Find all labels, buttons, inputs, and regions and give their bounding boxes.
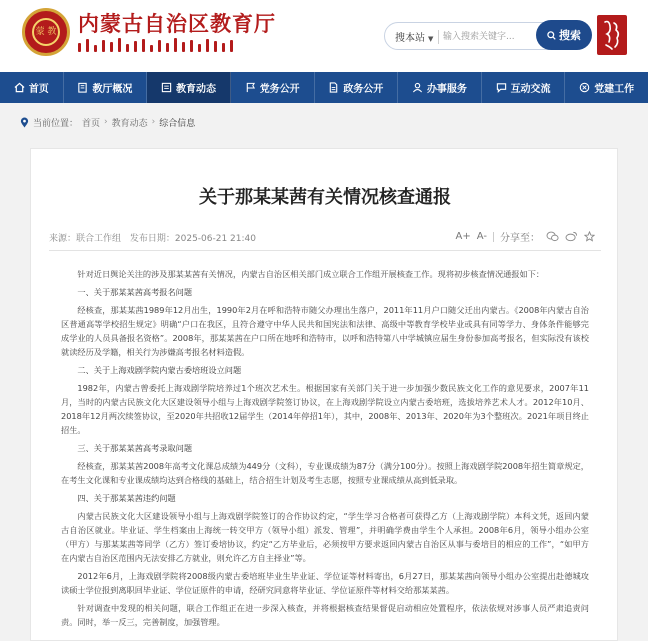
article-paragraph: 2012年6月，上海戏剧学院将2008级内蒙古委培班毕业生毕业证、学位证等材料寄出，6月27日，那某某茜向领导小组办公室提出赴德城攻读硕士学位报到离职回毕业证、学位证原件的申请，经研究同意将毕业证、学位证原件等材料交给那某某茜。 [61, 571, 589, 595]
article-paragraph: 内蒙古民族文化大区建设领导小组与上海戏剧学院签订的合作协议约定，“学生学习合格者可获得乙方（上海戏剧学院）本科文凭，返回内蒙古自治区就业。毕业证、学生档案由上海统一转交甲方（领导小组）派发、管理”，并明确学费由学生个人承担。2008年6月，领导小组办公室（甲方）与那某某茜等同学（乙方）签订委培协议，约定“乙方毕业后，必须按甲方要求返回内蒙古自治区从事与委培目的相应的工作”，“如甲方在内蒙古自治区范围内无法安排乙方就业，则允许乙方自主择业”等。 [61, 511, 589, 563]
chat-icon [496, 82, 507, 93]
news-icon [161, 82, 172, 93]
article-section-heading: 四、关于那某某茜违约问题 [77, 493, 176, 503]
article-published: 发布日期：2025-06-21 21:40 [129, 234, 256, 244]
article-tools [456, 229, 595, 244]
user-service-icon [412, 82, 423, 93]
site-emblem-logo[interactable] [22, 8, 70, 56]
seal-calligraphy-icon [600, 18, 624, 52]
nav-item-label: 互动交流 [510, 84, 551, 95]
seal-logo [597, 15, 627, 55]
article-section-heading: 三、关于那某某茜高考录取问题 [77, 443, 193, 453]
main-nav [0, 72, 648, 103]
nav-item-education-news[interactable] [147, 72, 231, 103]
flag-icon [245, 82, 256, 93]
nav-item-services[interactable] [398, 72, 482, 103]
nav-item-label: 党建工作 [594, 84, 635, 95]
document-icon [328, 82, 339, 93]
search-button-label: 搜索 [559, 30, 581, 42]
nav-item-overview[interactable] [64, 72, 148, 103]
article-section-heading: 二、关于上海戏剧学院内蒙古委培班设立问题 [77, 365, 242, 375]
article-title: 关于那某某茜有关情况核查通报 [199, 187, 451, 208]
font-larger-button[interactable]: A+ [455, 231, 471, 242]
article-paragraph: 针对近日舆论关注的涉及那某某茜有关情况，内蒙古自治区相关部门成立联合工作组开展核查工作。现将初步核查情况通报如下： [77, 269, 545, 279]
article-body [61, 267, 589, 633]
nav-item-government-affairs[interactable] [315, 72, 399, 103]
breadcrumb-separator: › [104, 117, 108, 127]
article-paragraph: 针对调查中发现的相关问题，联合工作组正在进一步深入核查，并将根据核查结果督促启动相应处置程序，依法依规对涉事人员严肃追责问责。同时，举一反三，完善制度，加强管理。 [61, 603, 589, 627]
search-button[interactable] [536, 20, 592, 50]
nav-item-label: 党务公开 [259, 84, 300, 95]
search-icon [547, 31, 556, 40]
tools-divider [493, 232, 494, 242]
article-section-heading: 一、关于那某某茜高考报名问题 [77, 287, 193, 297]
party-icon [579, 82, 590, 93]
breadcrumb [20, 110, 195, 134]
nav-item-label: 政务公开 [343, 84, 384, 95]
emblem-text: 蒙 教 [32, 18, 60, 46]
search-scope-select[interactable] [395, 29, 433, 44]
favorite-star-icon[interactable] [584, 231, 595, 242]
breadcrumb-separator: › [151, 117, 156, 127]
nav-item-label: 办事服务 [426, 84, 467, 95]
nav-item-interaction[interactable] [482, 72, 566, 103]
location-pin-icon [20, 117, 29, 128]
article-paragraph: 经核查，那某某茜1989年12月出生，1990年2月在呼和浩特市随父办理出生落户，2011年11月户口随父迁出内蒙古。《2008年内蒙古自治区普通高等学校招生规定》明确“户口在我区，且符合遵守中华人民共和国宪法和法律、高级中等教育学校毕业或具有同等学力、身体条件能够完成学业的人员具备报名资格”。2008年，那某某茜在户口所在地呼和浩特市，以呼和浩特第八中学城镇应届生身份参加高考报名，但实际没有该校就读经历及学籍，相关行为涉嫌高考报名材料造假。 [61, 305, 589, 357]
breadcrumb-prefix: 当前位置： [33, 118, 79, 129]
article-divider [49, 250, 601, 251]
search-divider [438, 30, 439, 44]
search-input[interactable] [443, 28, 537, 46]
mongolian-script-decoration [78, 38, 246, 52]
site-header [0, 0, 648, 72]
article-paragraph: 1982年，内蒙古曾委托上海戏剧学院培养过1个班次艺术生。根据国家有关部门关于进一步加强少数民族文化工作的意见要求，2007年11月，当时的内蒙古民族文化大区建设领导小组与上海戏剧学院签订协议，在上海戏剧学院设立内蒙古委培班，选拔培养艺术人才。2012年10月、2018年12月两次续签协议，至2020年共招收12届学生（2014年停招1年），其中，2008年、2013年、2020年为3个整班次。2021年项目终止招生。 [61, 383, 589, 435]
search-scope-label: 搜本站 [395, 33, 425, 44]
article-meta [49, 231, 256, 244]
breadcrumb-current[interactable]: 综合信息 [159, 118, 196, 129]
nav-item-label: 教育动态 [176, 84, 217, 95]
font-smaller-button[interactable]: A- [476, 231, 487, 242]
article-card [30, 148, 618, 641]
building-icon [77, 82, 88, 93]
nav-item-label: 教厅概况 [92, 84, 133, 95]
nav-item-label: 首页 [28, 84, 49, 95]
article-source: 来源：联合工作组 [49, 234, 122, 244]
nav-item-party-affairs[interactable] [231, 72, 315, 103]
share-label: 分享至： [500, 233, 540, 244]
nav-item-party-building[interactable] [565, 72, 648, 103]
nav-item-home[interactable] [0, 72, 64, 103]
home-icon [14, 82, 25, 93]
breadcrumb-link-news[interactable]: 教育动态 [111, 118, 148, 129]
weibo-icon[interactable] [565, 231, 578, 242]
site-title[interactable]: 内蒙古自治区教育厅 [78, 11, 276, 36]
breadcrumb-link-home[interactable]: 首页 [82, 118, 101, 129]
wechat-icon[interactable] [546, 231, 559, 242]
chevron-down-icon: ▼ [428, 35, 434, 43]
article-paragraph: 经核查，那某某茜2008年高考文化课总成绩为449分（文科），专业课成绩为87分（满分100分）。按照上海戏剧学院2008年招生简章规定，在考生文化课和专业课成绩均达到合格线的基础上，结合招生计划及考生志愿，按照专业课成绩从高到低录取。 [61, 461, 589, 485]
